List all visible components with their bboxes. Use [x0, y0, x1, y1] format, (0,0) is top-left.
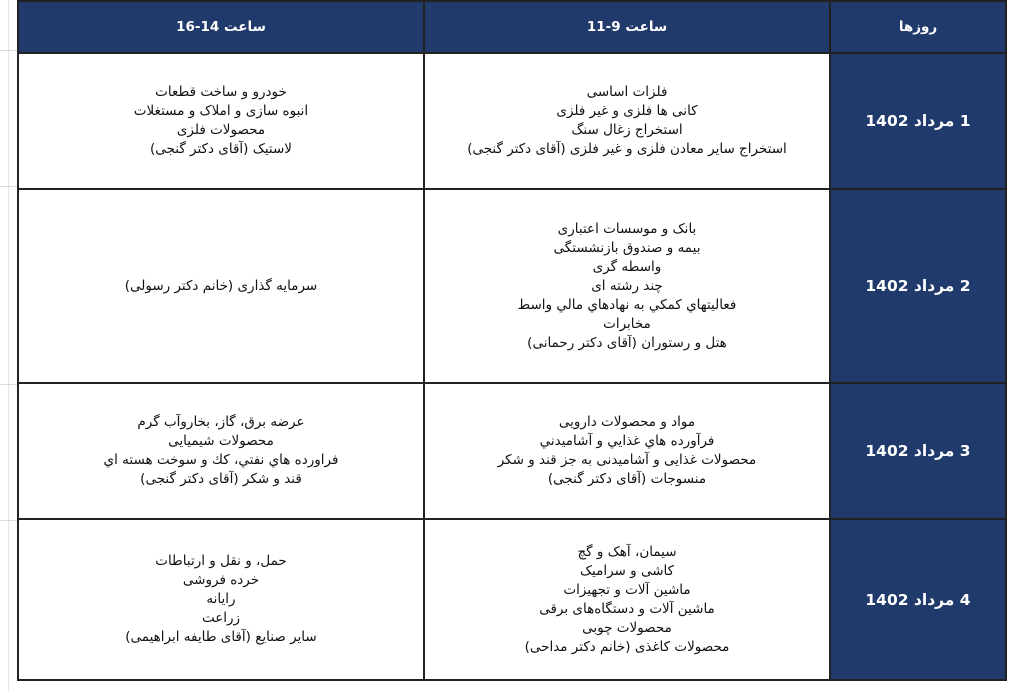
day-cell[interactable]: 3 مرداد 1402	[830, 383, 1006, 519]
session-item: فراورده هاي نفتي، كك و سوخت هسته اي	[103, 452, 339, 468]
sheet-gridline	[0, 50, 17, 51]
session-item: استخراج زغال سنگ	[571, 122, 683, 138]
sheet-gridline	[0, 520, 17, 521]
session-item: منسوجات (آقای دکتر گنجی)	[547, 471, 707, 487]
table-row	[18, 383, 1006, 519]
afternoon-cell[interactable]	[18, 53, 424, 189]
sheet-gridline	[0, 384, 17, 385]
header-row	[18, 1, 1006, 53]
session-item: محصولات کاغذی (خانم دکتر مداحی)	[524, 638, 730, 655]
morning-cell[interactable]	[424, 519, 830, 680]
session-item: فعالیتهاي کمکي به نهادهاي مالي واسط	[517, 296, 737, 313]
session-item: سرمایه گذاری (خانم دکتر رسولی)	[124, 277, 318, 294]
session-item: لاستیک (آقای دکتر گنجی)	[150, 141, 292, 157]
session-item: کانی ها فلزی و غیر فلزی	[556, 103, 698, 119]
session-item: خودرو و ساخت قطعات	[155, 84, 287, 100]
sheet-gridline	[8, 0, 9, 692]
header-morning[interactable]: ساعت 9-11	[424, 1, 830, 53]
day-cell[interactable]: 4 مرداد 1402	[830, 519, 1006, 680]
session-item: هتل و رستوران (آقای دکتر رحمانی)	[527, 334, 727, 351]
session-item: سایر صنایع (آقای طایفه ابراهیمی)	[125, 629, 317, 645]
table-row	[18, 189, 1006, 383]
session-item: قند و شکر (آقای دکتر گنجی)	[140, 471, 302, 487]
session-item: محصولات شیمیایی	[168, 433, 274, 449]
session-item: بانک و موسسات اعتباری	[557, 220, 697, 237]
session-item: کاشی و سرامیک	[579, 562, 675, 579]
session-item: محصولات چوبی	[582, 619, 672, 636]
session-item: انبوه سازی و املاک و مستغلات	[133, 103, 309, 119]
session-item: محصولات فلزی	[176, 122, 266, 138]
session-item: فرآورده هاي غذايي و آشاميدني	[539, 433, 715, 449]
sheet-gridline	[0, 186, 17, 187]
session-item: مخابرات	[603, 315, 651, 332]
session-item: مواد و محصولات دارویی	[558, 414, 696, 430]
session-item: رایانه	[206, 591, 236, 607]
session-item: بیمه و صندوق بازنشستگی	[553, 239, 701, 256]
session-item: محصولات غذایی و آشامیدنی به جز قند و شکر	[497, 452, 757, 468]
session-item: فلزات اساسی	[586, 84, 668, 100]
session-item: عرضه برق، گاز، بخاروآب گرم	[137, 414, 305, 430]
morning-cell[interactable]	[424, 189, 830, 383]
session-item: ماشین آلات و تجهیزات	[563, 581, 691, 598]
session-item: ماشین آلات و دستگاه‌های برقی	[539, 600, 715, 617]
session-item: سیمان، آهک و گچ	[577, 543, 677, 560]
day-cell[interactable]: 2 مرداد 1402	[830, 189, 1006, 383]
session-item: زراعت	[201, 610, 241, 626]
morning-cell[interactable]	[424, 53, 830, 189]
session-item: چند رشته ای	[591, 277, 663, 294]
afternoon-cell[interactable]	[18, 189, 424, 383]
schedule-table	[17, 0, 1007, 681]
session-item: استخراج سایر معادن فلزی و غیر فلزی (آقای دکتر گنجی)	[467, 141, 787, 157]
header-afternoon[interactable]: ساعت 14-16	[18, 1, 424, 53]
header-days[interactable]: روزها	[830, 1, 1006, 53]
session-item: واسطه گری	[592, 258, 662, 275]
afternoon-cell[interactable]	[18, 383, 424, 519]
table-row	[18, 519, 1006, 680]
morning-cell[interactable]	[424, 383, 830, 519]
afternoon-cell[interactable]	[18, 519, 424, 680]
session-item: حمل، و نقل و ارتباطات	[155, 553, 287, 569]
table-row	[18, 53, 1006, 189]
session-item: خرده فروشی	[182, 572, 260, 588]
day-cell[interactable]: 1 مرداد 1402	[830, 53, 1006, 189]
